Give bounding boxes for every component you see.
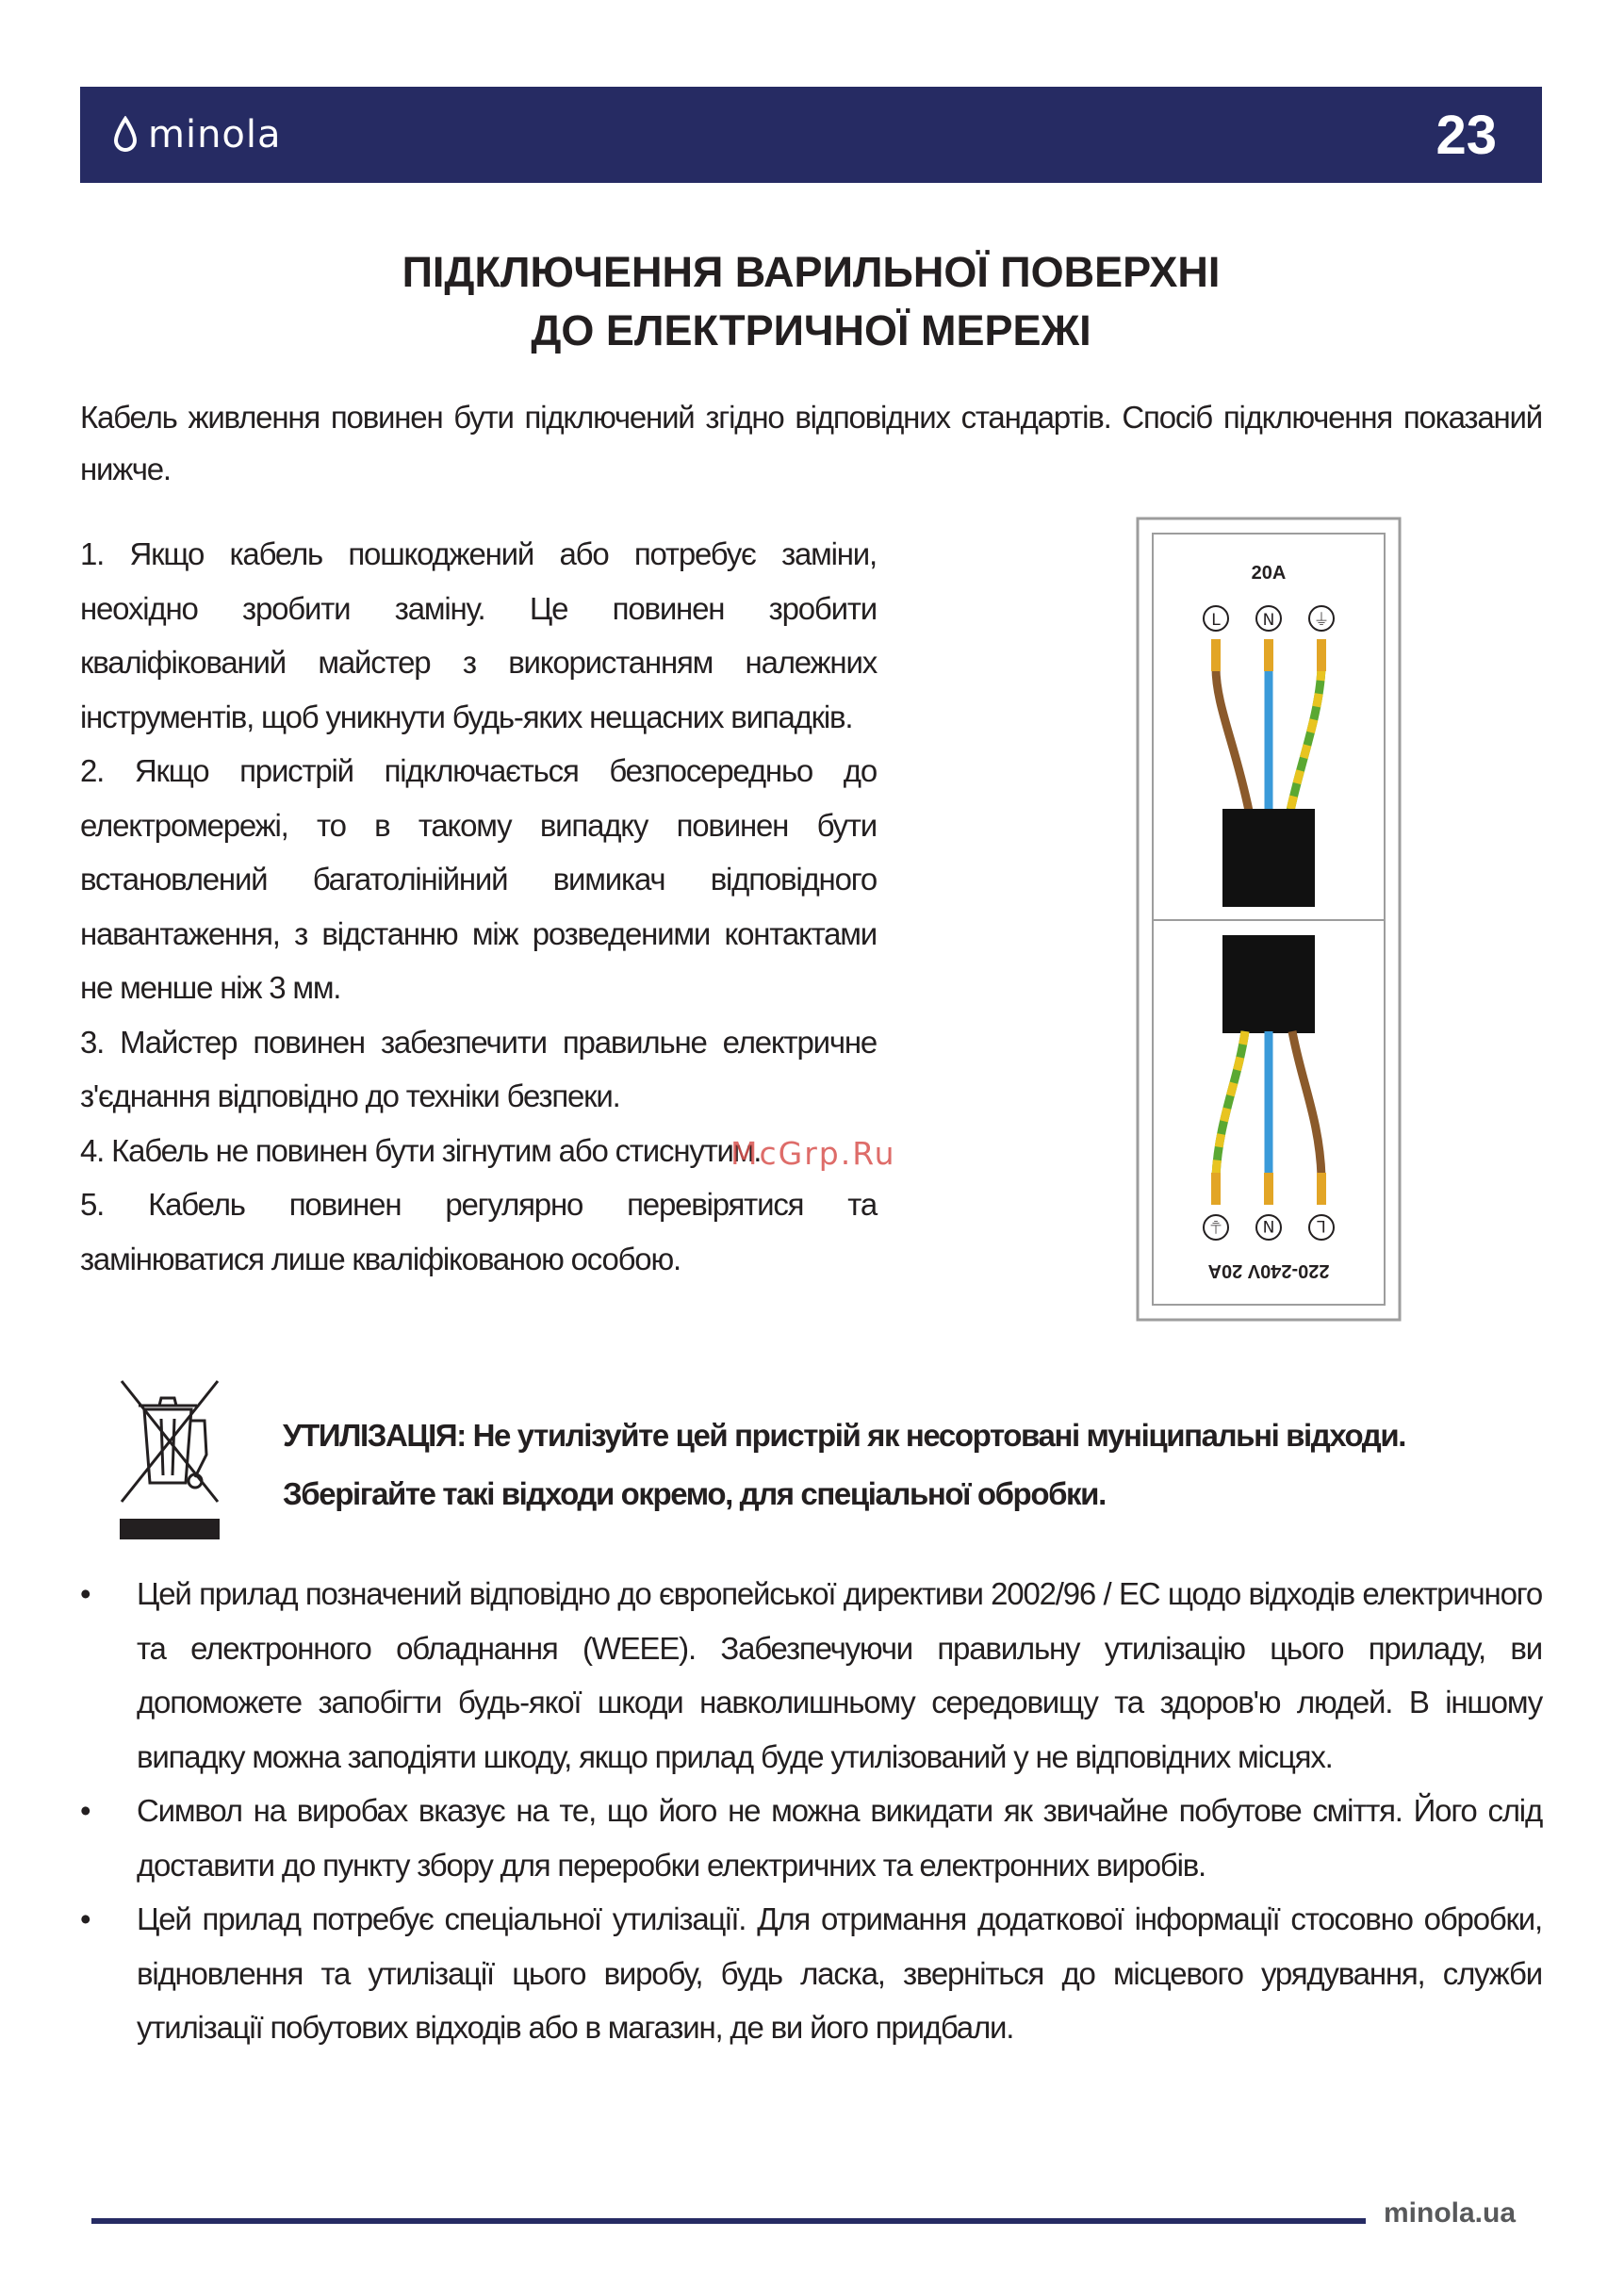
steps-list [80, 527, 877, 1286]
step-1: 1. Якщо кабель пошкоджений або потребує заміни, неохідно зробити заміну. Це повинен зробити кваліфікований майстер з використанням належних інструментів, щоб уникнути будь-яких нещасних випадків. [80, 536, 877, 734]
logo-text: minola [148, 113, 282, 156]
connector-top-earth [1317, 639, 1326, 671]
bottom-rating-label: 220-240V 20A [1207, 1260, 1330, 1281]
svg-text:⏚: ⏚ [1313, 611, 1330, 630]
title-line-1: ПІДКЛЮЧЕННЯ ВАРИЛЬНОЇ ПОВЕРХНІ [402, 248, 1221, 296]
connector-bottom-live [1317, 1173, 1326, 1205]
disposal-line-1: УТИЛІЗАЦІЯ: Не утилізуйте цей пристрій як несортовані муніципальні відходи. [283, 1418, 1405, 1453]
bullet-text-2: Символ на виробах вказує на те, що його не можна викидати як звичайне побутове сміття. Його слід доставити до пункту збору для переробки електричних та електронних виробів. [137, 1793, 1542, 1883]
page-title [80, 243, 1542, 360]
weee-crossed-bin-icon [108, 1372, 231, 1541]
bullet-dot: • [80, 1793, 90, 1828]
bullet-text-1: Цей прилад позначений відповідно до європейської директиви 2002/96 / ЕС щодо відходів електричного та електронного обладнання (WEEE). Забезпечуючи правильну утилізацію цього приладу, ви допоможете запобігти будь-якої шкоди навколишньому середовищу та здоров'ю людей. В іншому випадку можна заподіяти шкоду, якщо прилад буде утилізований у не відповідних місцях. [137, 1576, 1542, 1774]
page-number: 23 [1435, 105, 1497, 166]
svg-text:N: N [1262, 611, 1275, 630]
bullet-dot: • [80, 1576, 90, 1611]
bullet-dot: • [80, 1901, 90, 1936]
disposal-notice [283, 1407, 1542, 1523]
bullet-item-3 [80, 1892, 1542, 2055]
cable-sleeve-top [1222, 809, 1315, 907]
logo [112, 107, 282, 162]
cable-sleeve-bottom [1222, 935, 1315, 1033]
step-5: 5. Кабель повинен регулярно перевірятися та замінюватися лише кваліфікованою особою. [80, 1187, 877, 1276]
disposal-bullets [80, 1567, 1542, 2055]
connector-top-live [1211, 639, 1221, 671]
header-bar [80, 87, 1542, 183]
bullet-item-1 [80, 1567, 1542, 1784]
top-rating-label: 20A [1251, 563, 1287, 584]
wiring-diagram [1136, 517, 1402, 1322]
disposal-line-2: Зберігайте такі відходи окремо, для спеціальної обробки. [283, 1476, 1106, 1511]
svg-text:N: N [1262, 1216, 1275, 1235]
footer-divider [91, 2218, 1366, 2224]
drop-icon [112, 116, 139, 154]
intro-paragraph: Кабель живлення повинен бути підключений згідно відповідних стандартів. Спосіб підключення показаний нижче. [80, 400, 1542, 486]
bullet-item-2 [80, 1784, 1542, 1892]
step-2: 2. Якщо пристрій підключається безпосередньо до електромережі, то в такому випадку повинен бути встановлений багатолінійний вимикач відповідного навантаження, з відстанню між розведеними контактами не менше ніж 3 мм. [80, 753, 877, 1005]
bullet-text-3: Цей прилад потребує спеціальної утилізації. Для отримання додаткової інформації стосовно обробки, відновлення та утилізації цього виробу, будь ласка, зверніться до місцевого урядування, служби утилізації побутових відходів або в магазин, де ви його придбали. [137, 1901, 1542, 2045]
title-line-2: ДО ЕЛЕКТРИЧНОЇ МЕРЕЖІ [531, 306, 1091, 354]
connector-top-neutral [1264, 639, 1273, 671]
connector-bottom-earth [1211, 1173, 1221, 1205]
svg-text:L: L [1211, 611, 1221, 630]
watermark: McGrp.Ru [730, 1135, 896, 1172]
svg-text:⏚: ⏚ [1207, 1216, 1224, 1235]
footer-url[interactable]: minola.ua [1384, 2197, 1517, 2229]
connector-bottom-neutral [1264, 1173, 1273, 1205]
svg-text:L: L [1317, 1216, 1326, 1235]
step-3: 3. Майстер повинен забезпечити правильне електричне з'єднання відповідно до техніки безпеки. [80, 1024, 877, 1113]
step-4: 4. Кабель не повинен бути зігнутим або стиснутим. [80, 1132, 762, 1168]
